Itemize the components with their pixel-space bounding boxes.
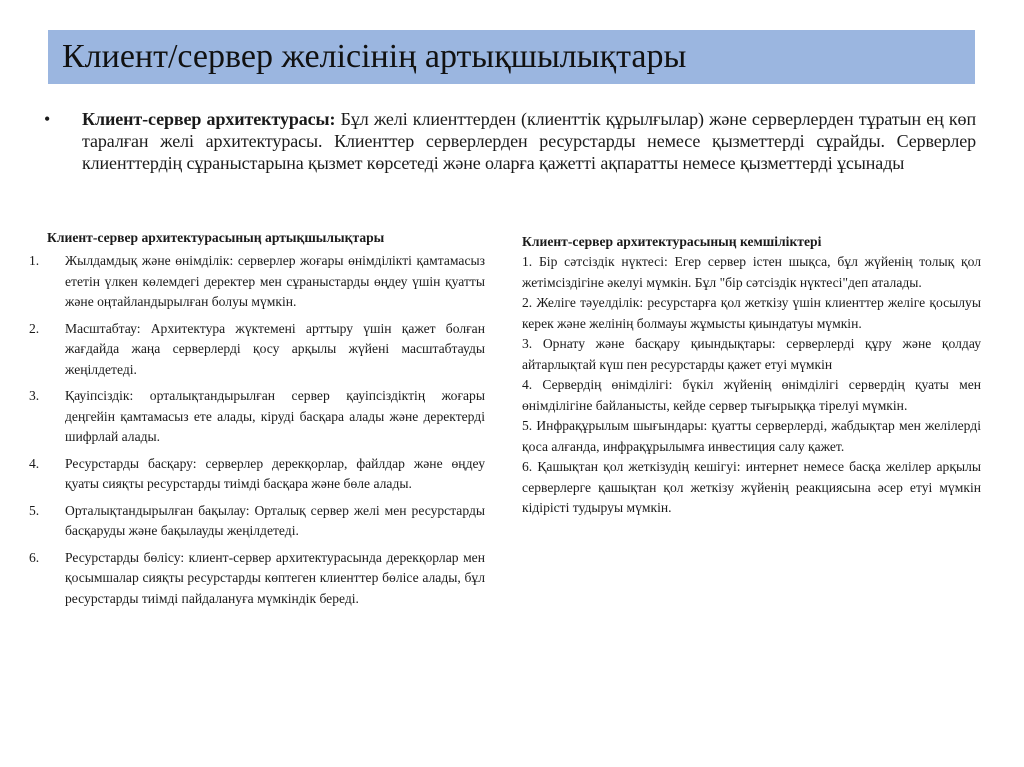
list-item: 5. Инфрақұрылым шығындары: қуатты серверлерді, жабдықтар мен желілерді қоса алғанда, инфрақұрылымға инвестиция салу қажет. [522,418,981,454]
list-item: 6. Ресурстарды бөлісу: клиент-сервер архитектурасында дерекқорлар мен қосымшалар сияқты ресурстарды көптеген клиенттер бөлісе алады, бұл ресурстарды тиімді пайдалануға мүмкіндік береді. [29,549,485,606]
list-item: 1. Бір сәтсіздік нүктесі: Егер сервер істен шықса, бұл жүйенің толық қол жетімсіздігіне әкелуі мүмкін. Бұл "бір сәтсіздік нүктесі"деп аталады. [522,254,981,290]
list-item: 2. Масштабтау: Архитектура жүктемені арттыру үшін қажет болған жағдайда жаңа серверлерді қосу арқылы жүйені масштабтауды жеңілдетеді. [29,320,485,377]
list-item: 1. Жылдамдық және өнімділік: серверлер жоғары өнімділікті қамтамасыз ететін үлкен көлемдегі деректер мен сұраныстарды өңдеу үшін қуатты және оңтайландырылған болуы мүмкін. [29,253,485,309]
title-bar [48,30,975,84]
bullet-icon: • [44,109,51,129]
slide-title: Клиент/сервер желісінің артықшылықтары [62,38,687,75]
list-item: 3. Орнату және басқару қиындықтары: серверлерді құру және қолдау айтарлықтай күш пен ресурстарды қажет етуі мүмкін [522,336,981,372]
list-item: 4. Сервердің өнімділігі: бүкіл жүйенің өнімділігі сервердің қуаты мен өнімділігіне байланысты, кейде сервер тығырыққа тірелуі мүмкін. [522,377,981,413]
advantages-heading: Клиент-сервер архитектурасының артықшылықтары [47,230,385,245]
intro-term: Клиент-сервер архитектурасы: [82,109,336,129]
list-item: 6. Қашықтан қол жеткізудің кешігуі: интернет немесе басқа желілер арқылы серверлерге қашықтан қол жеткізу жүйенің реакциясына әсер етуі мүмкін кідірісті тудыруы мүмкін. [522,459,981,515]
list-item: 2. Желіге тәуелділік: ресурстарға қол жеткізу үшін клиенттер желіге қосылуы керек және желінің болмауы жұмысты қиындатуы мүмкін. [522,295,981,331]
intro-paragraph [40,108,976,174]
list-item: 3. Қауіпсіздік: орталықтандырылған сервер қауіпсіздіктің жоғары деңгейін қамтамасыз ете алады, кіруді басқара алады және деректерді шифрлай алады. [29,388,485,444]
disadvantages-section [522,232,981,519]
intro-text: Бұл желі клиенттерден (клиенттік құрылғылар) және серверлерден тұратын ең көп таралған желі архитектурасы. Клиенттер серверлерден ресурстарды немесе қызметтерді сұрайды. Серверлер клиенттердің сұраныстарына қызмет көрсетеді және оларға қажетті ақпаратты немесе қызметтерді ұсынады [82,109,976,173]
list-item: 4. Ресурстарды басқару: серверлер дерекқорлар, файлдар және өңдеу қуаты сияқты ресурстарды тиімді басқара және бөле алады. [29,455,485,491]
list-item: 5. Орталықтандырылған бақылау: Орталық сервер желі мен ресурстарды басқаруды және бақылауды жеңілдетеді. [29,502,485,538]
advantages-list [25,251,485,609]
disadvantages-heading: Клиент-сервер архитектурасының кемшіліктері [522,234,822,249]
advantages-section [25,228,485,615]
